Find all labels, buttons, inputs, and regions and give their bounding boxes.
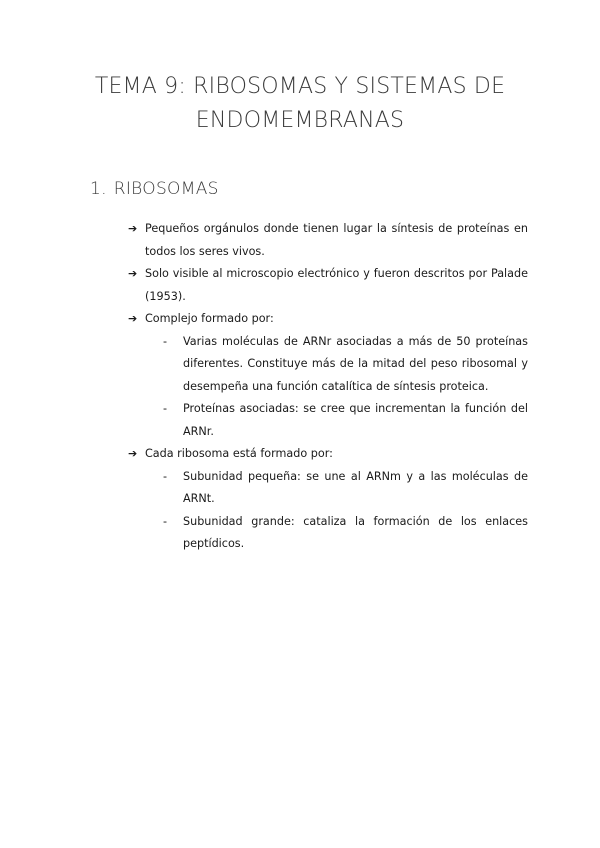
document-title (60, 70, 540, 138)
sub-list-item (145, 398, 528, 443)
dash-bullet-icon: - (163, 334, 168, 348)
dash-bullet-icon: - (163, 514, 168, 528)
sub-list-item-text: Subunidad pequeña: se une al ARNm y a las moléculas de ARNt. (183, 469, 528, 505)
dash-bullet-icon: - (163, 402, 168, 415)
dash-bullet-icon: - (163, 469, 168, 483)
arrow-bullet-icon: ➔ (128, 312, 138, 325)
title-line-1: TEMA 9: RIBOSOMAS Y SISTEMAS DE (94, 74, 506, 99)
list-item (128, 263, 528, 308)
list-item (128, 218, 528, 263)
section-title: RIBOSOMAS (113, 179, 219, 199)
sub-list-item (145, 331, 528, 399)
sub-list (145, 466, 528, 556)
section-heading (90, 178, 219, 200)
arrow-bullet-icon: ➔ (128, 447, 138, 460)
list-item (128, 443, 528, 556)
bullet-list (128, 218, 528, 556)
list-item-text: Complejo formado por: (145, 312, 274, 325)
list-item-text: Solo visible al microscopio electrónico y fueron descritos por Palade (1953). (145, 267, 528, 303)
list-item-text: Cada ribosoma está formado por: (145, 447, 333, 460)
arrow-bullet-icon: ➔ (128, 222, 138, 235)
title-line-2: ENDOMEMBRANAS (195, 108, 405, 133)
list-item (128, 308, 528, 443)
arrow-bullet-icon: ➔ (128, 267, 138, 280)
sub-list-item-text: Varias moléculas de ARNr asociadas a más de 50 proteínas diferentes. Constituye más de la mitad del peso ribosomal y desempeña una función catalítica de síntesis proteica. (183, 334, 528, 393)
section-number: 1. (90, 179, 107, 199)
sub-list-item (145, 466, 528, 511)
sub-list-item-text: Subunidad grande: cataliza la formación de los enlaces peptídicos. (183, 514, 528, 550)
sub-list-item (145, 511, 528, 556)
sub-list-item-text: Proteínas asociadas: se cree que incrementan la función del ARNr. (183, 402, 528, 438)
list-item-text: Pequeños orgánulos donde tienen lugar la síntesis de proteínas en todos los seres vivos. (145, 222, 528, 258)
sub-list (145, 331, 528, 444)
